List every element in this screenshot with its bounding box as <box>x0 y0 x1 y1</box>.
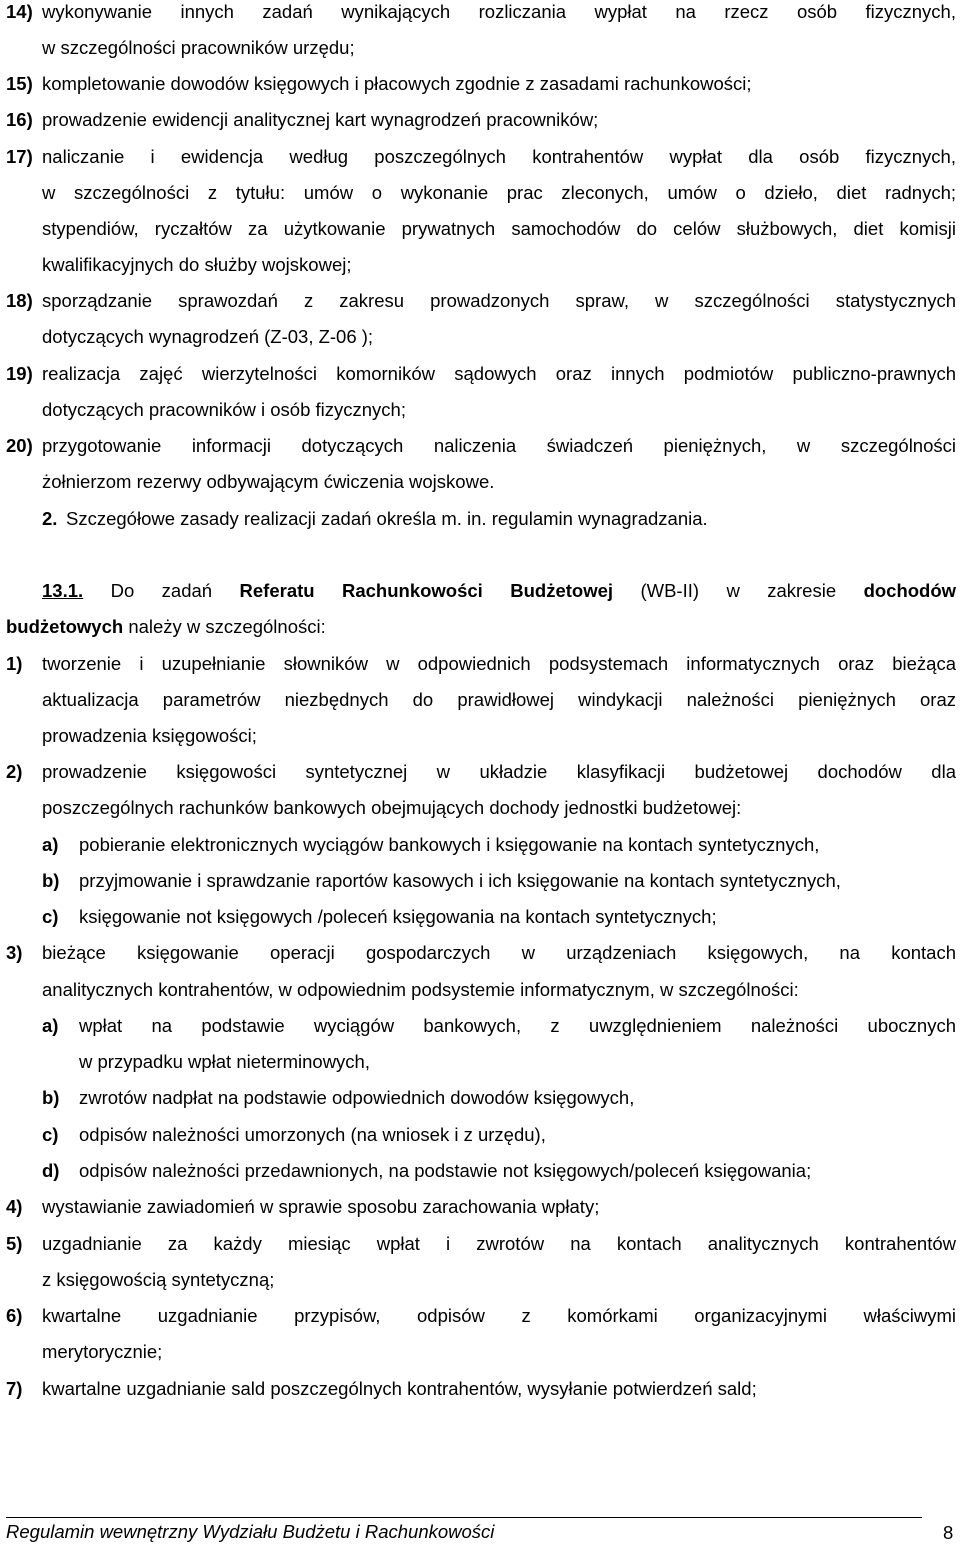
item-text: kwartalne uzgadnianie sald poszczególnych kontrahentów, wysyłanie potwierdzeń sald; <box>42 1378 757 1399</box>
item-text: tworzenie i uzupełnianie słowników w odpowiednich podsystemach informatycznych oraz bieżąca <box>42 653 956 674</box>
item-text: w szczególności z tytułu: umów o wykonanie prac zleconych, umów o dzieło, diet radnych; <box>42 182 956 203</box>
item-text: kompletowanie dowodów księgowych i płacowych zgodnie z zasadami rachunkowości; <box>42 73 752 94</box>
item-number: 3) <box>6 942 23 963</box>
paragraph-number: 2. <box>42 508 58 529</box>
item-text: prowadzenia księgowości; <box>42 725 257 746</box>
section-text: należy w szczególności: <box>128 616 326 637</box>
item-text: naliczanie i ewidencja według poszczególnych kontrahentów wypłat dla osób fizycznych, <box>42 146 956 167</box>
item-text: przyjmowanie i sprawdzanie raportów kasowych i ich księgowanie na kontach syntetycznych, <box>79 870 841 891</box>
item-text: prowadzenie ewidencji analitycznej kart wynagrodzeń pracowników; <box>42 109 599 130</box>
item-letter: c) <box>42 906 59 927</box>
item-text: wpłat na podstawie wyciągów bankowych, z uwzględnieniem należności ubocznych <box>79 1015 956 1036</box>
section-number: 13.1. <box>42 580 84 601</box>
item-letter: c) <box>42 1124 59 1145</box>
item-letter: a) <box>42 834 59 855</box>
item-letter: d) <box>42 1160 60 1181</box>
item-text: dotyczących wynagrodzeń (Z-03, Z-06 ); <box>42 326 374 347</box>
item-number: 2) <box>6 761 23 782</box>
section-heading-cont <box>6 616 326 638</box>
item-text: merytorycznie; <box>42 1341 163 1362</box>
item-letter: a) <box>42 1015 59 1036</box>
item-text: kwartalne uzgadnianie przypisów, odpisów z komórkami organizacyjnymi właściwymi <box>42 1305 956 1326</box>
footer-divider <box>6 1517 922 1518</box>
section-text: Do zadań <box>110 580 213 601</box>
scope-term: budżetowych <box>6 616 124 637</box>
item-text: kwalifikacyjnych do służby wojskowej; <box>42 254 352 275</box>
section-text: (WB-II) w zakresie <box>640 580 837 601</box>
page-number: 8 <box>943 1522 954 1543</box>
footer-title: Regulamin wewnętrzny Wydziału Budżetu i Rachunkowości <box>6 1521 495 1542</box>
item-text: stypendiów, ryczałtów za użytkowanie prywatnych samochodów do celów służbowych, diet komisji <box>42 218 956 239</box>
item-number: 20) <box>6 435 33 456</box>
section-heading <box>42 580 956 602</box>
item-text: sporządzanie sprawozdań z zakresu prowadzonych spraw, w szczególności statystycznych <box>42 290 956 311</box>
item-text: realizacja zajęć wierzytelności komorników sądowych oraz innych podmiotów publiczno-prawnych <box>42 363 956 384</box>
item-text: dotyczących pracowników i osób fizycznych; <box>42 399 406 420</box>
item-text: księgowanie not księgowych /poleceń księgowania na kontach syntetycznych; <box>79 906 717 927</box>
item-number: 1) <box>6 653 23 674</box>
unit-name: Referatu Rachunkowości Budżetowej <box>239 580 614 601</box>
item-number: 19) <box>6 363 33 384</box>
item-number: 5) <box>6 1233 23 1254</box>
item-number: 16) <box>6 109 33 130</box>
item-number: 6) <box>6 1305 23 1326</box>
item-number: 14) <box>6 1 33 22</box>
item-text: wykonywanie innych zadań wynikających rozliczania wypłat na rzecz osób fizycznych, <box>42 1 956 22</box>
item-letter: b) <box>42 1087 60 1108</box>
item-number: 4) <box>6 1196 23 1217</box>
item-number: 7) <box>6 1378 23 1399</box>
item-text: wystawianie zawiadomień w sprawie sposobu zarachowania wpłaty; <box>42 1196 600 1217</box>
item-number: 18) <box>6 290 33 311</box>
item-text: odpisów należności umorzonych (na wniosek i z urzędu), <box>79 1124 546 1145</box>
item-text: zwrotów nadpłat na podstawie odpowiednich dowodów księgowych, <box>79 1087 635 1108</box>
item-text: aktualizacja parametrów niezbędnych do prawidłowej windykacji należności pieniężnych oraz <box>42 689 956 710</box>
item-text: odpisów należności przedawnionych, na podstawie not księgowych/poleceń księgowania; <box>79 1160 812 1181</box>
item-text: bieżące księgowanie operacji gospodarczych w urządzeniach księgowych, na kontach <box>42 942 956 963</box>
item-text: pobieranie elektronicznych wyciągów bankowych i księgowanie na kontach syntetycznych, <box>79 834 820 855</box>
item-letter: b) <box>42 870 60 891</box>
item-text: żołnierzom rezerwy odbywającym ćwiczenia wojskowe. <box>42 471 495 492</box>
scope-term: dochodów <box>863 580 956 601</box>
item-text: z księgowością syntetyczną; <box>42 1269 275 1290</box>
item-text: uzgadnianie za każdy miesiąc wpłat i zwrotów na kontach analitycznych kontrahentów <box>42 1233 956 1254</box>
item-number: 15) <box>6 73 33 94</box>
item-number: 17) <box>6 146 33 167</box>
item-text: przygotowanie informacji dotyczących naliczenia świadczeń pieniężnych, w szczególności <box>42 435 956 456</box>
item-text: poszczególnych rachunków bankowych obejmujących dochody jednostki budżetowej: <box>42 797 742 818</box>
paragraph-text: Szczegółowe zasady realizacji zadań określa m. in. regulamin wynagradzania. <box>66 508 708 529</box>
item-text: prowadzenie księgowości syntetycznej w układzie klasyfikacji budżetowej dochodów dla <box>42 761 956 782</box>
item-text: w szczególności pracowników urzędu; <box>42 37 355 58</box>
item-text: analitycznych kontrahentów, w odpowiednim podsystemie informatycznym, w szczególności: <box>42 979 799 1000</box>
item-text: w przypadku wpłat nieterminowych, <box>79 1051 370 1072</box>
